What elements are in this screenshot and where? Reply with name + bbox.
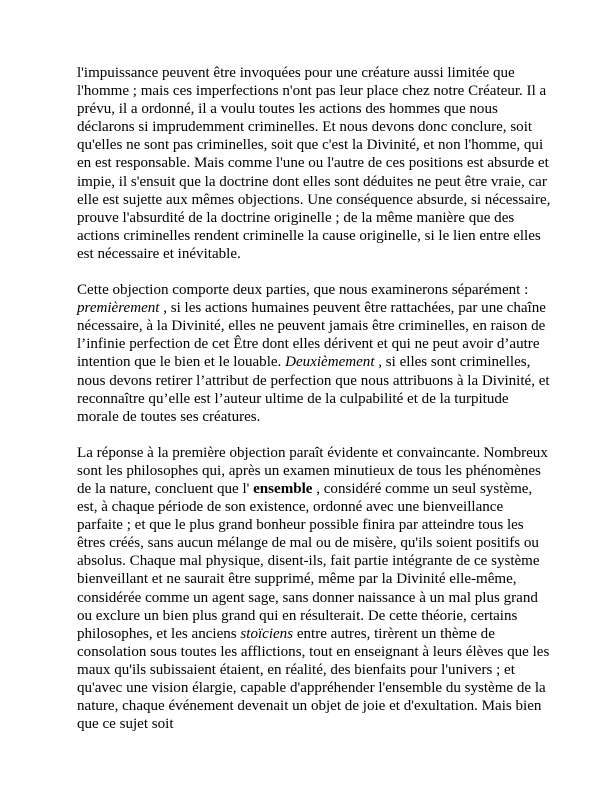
document-body	[77, 64, 552, 733]
paragraph-1-text: l'impuissance peuvent être invoquées pour une créature aussi limitée que l'homme ; mais ces imperfections n'ont pas leur place chez notre Créateur. Il a prévu, il a ordonné, il a voulu toutes les actions des hommes que nous déclarons si imprudemment criminelles. Et nous devons donc conclure, soit qu'elles ne sont pas criminelles, soit que c'est la Divinité, et non l'homme, qui en est responsable. Mais comme l'une ou l'autre de ces positions est absurde et impie, il s'ensuit que la doctrine dont elles sont déduites ne peut être vraie, car elle est sujette aux mêmes objections. Une conséquence absurde, si nécessaire, prouve l'absurdité de la doctrine originelle ; de la même manière que des actions criminelles rendent criminelle la cause originelle, si le lien entre elles est nécessaire et inévitable.	[77, 65, 551, 262]
paragraph-3	[77, 444, 552, 734]
paragraph-2-text-3: , si elles sont criminelles, nous devons retirer l’attribut de perfection que nous attribuons à la Divinité, et reconnaître qu’elle est l’auteur ultime de la culpabilité et de la turpitude morale de toutes ses créatures.	[77, 354, 550, 425]
paragraph-3-text-1: La réponse à la première objection paraît évidente et convaincante. Nombreux sont les philosophes qui, après un examen minutieux de tous les phénomènes de la nature, concluent que l'	[77, 444, 548, 497]
paragraph-2-emphasis-deuxiemement: Deuxièmement	[285, 354, 375, 371]
paragraph-2	[77, 281, 552, 426]
paragraph-2-emphasis-premierement: premièrement	[77, 300, 160, 317]
paragraph-1	[77, 64, 552, 263]
paragraph-3-bold-ensemble: ensemble	[253, 480, 313, 497]
paragraph-3-text-2: , considéré comme un seul système, est, à chaque période de son existence, ordonné avec une bienveillance parfaite ; et que le plus grand bonheur possible finira par atteindre tous les êtres créés, sans aucun mélange de mal ou de misère, qu'ils soient positifs ou absolus. Chaque mal physique, disent-ils, fait partie intégrante de ce système bienveillant et ne saurait être supprimé, même par la Divinité elle-même, considérée comme un agent sage, sans donner naissance à un mal plus grand ou exclure un bien plus grand qui en résulterait. De cette théorie, certains philosophes, et les anciens	[77, 480, 540, 642]
paragraph-2-text-1: Cette objection comporte deux parties, que nous examinerons séparément :	[77, 282, 529, 299]
paragraph-3-emphasis-stoiciens: stoïciens	[240, 625, 294, 642]
paragraph-2-text-2: , si les actions humaines peuvent être rattachées, par une chaîne nécessaire, à la Divinité, elles ne peuvent jamais être criminelles, en raison de l’infinie perfection de cet Être dont elles dérivent et qui ne peut avoir d’autre intention que le bien et le louable.	[77, 300, 546, 371]
paragraph-3-text-3: entre autres, tirèrent un thème de consolation sous toutes les afflictions, tout en enseignant à leurs élèves que les maux qu'ils subissaient étaient, en réalité, des bienfaits pour l'univers ; et qu'avec une vision élargie, capable d'appréhender l'ensemble du système de la nature, chaque événement devenait un objet de joie et d'exultation. Mais bien que ce sujet soit	[77, 625, 550, 733]
